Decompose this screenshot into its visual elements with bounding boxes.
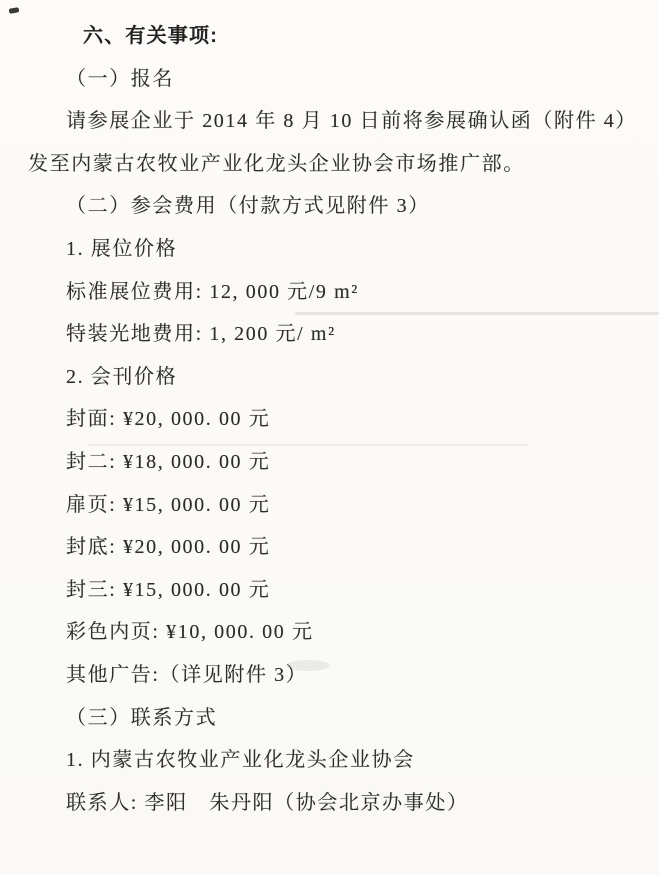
fee-line-other-ads: 其他广告:（详见附件 3） <box>66 663 308 686</box>
subsection-title-registration: （一）报名 <box>66 67 174 90</box>
fee-line-back-cover: 封底: ¥20, 000. 00 元 <box>66 536 271 559</box>
fee-line-title-page: 扉页: ¥15, 000. 00 元 <box>66 493 271 516</box>
subsection-title-contact: （三）联系方式 <box>66 706 218 729</box>
paragraph-line: 发至内蒙古农牧业产业化龙头企业协会市场推广部。 <box>28 152 525 175</box>
document-body <box>28 15 636 824</box>
fee-line-raw-space: 特装光地费用: 1, 200 元/ m² <box>66 323 336 346</box>
paragraph-line: 请参展企业于 2014 年 8 月 10 日前将参展确认函（附件 4） <box>66 110 637 133</box>
fee-line-color-inner-page: 彩色内页: ¥10, 000. 00 元 <box>66 621 314 644</box>
contact-person-line: 联系人: 李阳 朱丹阳（协会北京办事处） <box>66 791 469 814</box>
fee-line-front-cover: 封面: ¥20, 000. 00 元 <box>66 408 271 431</box>
section-heading: 六、有关事项: <box>83 25 219 47</box>
fee-line-standard-booth: 标准展位费用: 12, 000 元/9 m² <box>66 280 359 303</box>
list-item-journal-price-title: 2. 会刊价格 <box>66 365 178 388</box>
subsection-title-fees: （二）参会费用（付款方式见附件 3） <box>66 195 430 218</box>
list-item-booth-price-title: 1. 展位价格 <box>66 237 178 260</box>
scan-artifact-mark <box>9 7 20 14</box>
fee-line-inside-front-cover: 封二: ¥18, 000. 00 元 <box>66 450 271 473</box>
contact-org-line: 1. 内蒙古农牧业产业化龙头企业协会 <box>66 749 415 772</box>
fee-line-inside-back-cover: 封三: ¥15, 000. 00 元 <box>66 578 271 601</box>
